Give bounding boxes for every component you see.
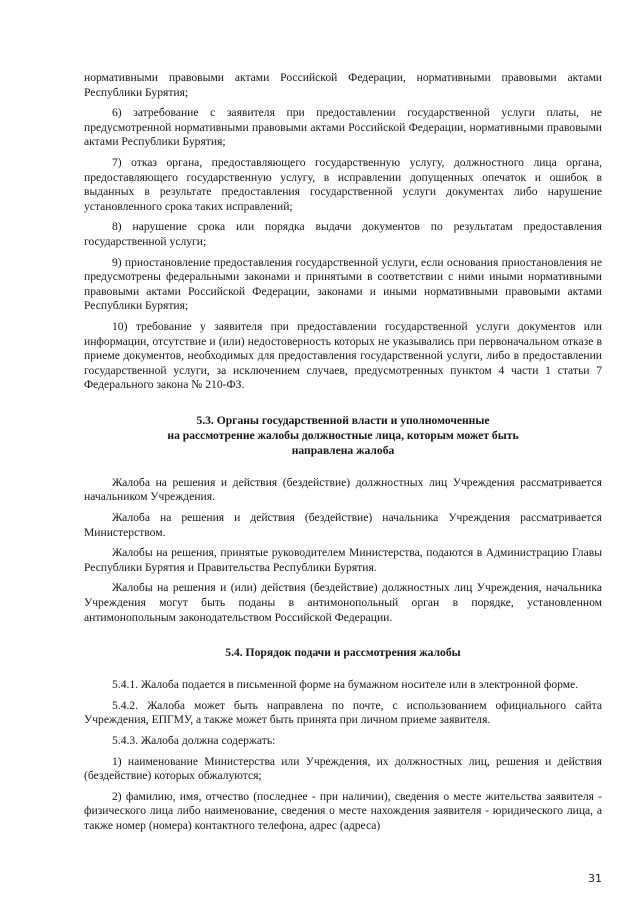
- section-heading-5-3: [84, 413, 602, 458]
- paragraph: Жалоба на решения и действия (бездействие) должностных лиц Учреждения рассматривается начальником Учреждения.: [84, 475, 602, 504]
- page-number: 31: [588, 872, 602, 885]
- paragraph: Жалобы на решения и (или) действия (бездействие) должностных лиц Учреждения, начальника Учреждения могут быть поданы в антимонопольный орган в порядке, установленном антимонопольным законодательством Российской Федерации.: [84, 581, 602, 624]
- paragraph: 5.4.2. Жалоба может быть направлена по почте, с использованием официального сайта Учреждения, ЕПГМУ, а также может быть принята при личном приеме заявителя.: [84, 698, 602, 727]
- paragraph: 7) отказ органа, предоставляющего государственную услугу, должностного лица органа, предоставляющего государственную услугу, в исправлении допущенных опечаток и ошибок в выданных в результате предоставления государственной услуги документах либо нарушение установленного срока таких исправлений;: [84, 155, 602, 213]
- paragraph: Жалоба на решения и действия (бездействие) начальника Учреждения рассматривается Министерством.: [84, 511, 602, 539]
- heading-line: направлена жалоба: [291, 443, 395, 457]
- paragraph: 2) фамилию, имя, отчество (последнее - при наличии), сведения о месте жительства заявителя - физического лица либо наименование, сведения о месте нахождения заявителя - юридического лица, а также номер (номера) контактного телефона, адрес (адреса): [84, 789, 602, 832]
- paragraph: нормативными правовыми актами Российской Федерации, нормативными правовыми актами Республики Бурятия;: [84, 71, 602, 99]
- heading-line: 5.3. Органы государственной власти и уполномоченные: [196, 413, 490, 427]
- paragraph: 5.4.1. Жалоба подается в письменной форме на бумажном носителе или в электронной форме.: [112, 678, 579, 692]
- paragraph: Жалобы на решения, принятые руководителем Министерства, подаются в Администрацию Главы Республики Бурятия и Правительства Республики Бурятия.: [84, 546, 602, 574]
- paragraph: 10) требование у заявителя при предоставлении государственной услуги документов или информации, отсутствие и (или) недостоверность которых не указывались при первоначальном отказе в приеме документов, необходимых для предоставления государственной услуги, либо в предоставлении государственной услуги, за исключением случаев, предусмотренных пунктом 4 части 1 статьи 7 Федерального закона № 210-ФЗ.: [84, 319, 602, 392]
- document-body: [84, 71, 602, 840]
- paragraph: 1) наименование Министерства или Учреждения, их должностных лиц, решения и действия (бездействие) которых обжалуются;: [84, 754, 602, 783]
- heading-line: на рассмотрение жалобы должностные лица, которым может быть: [167, 428, 519, 442]
- paragraph: 9) приостановление предоставления государственной услуги, если основания приостановления не предусмотрены федеральными законами и принятыми в соответствии с ними иными нормативными правовыми актами Российской Федерации, законами и иными нормативными правовыми актами Республики Бурятия;: [84, 255, 602, 313]
- paragraph: 5.4.3. Жалоба должна содержать:: [112, 734, 276, 747]
- paragraph: 6) затребование с заявителя при предоставлении государственной услуги платы, не предусмотренной нормативными правовыми актами Российской Федерации, нормативными правовыми актами Республики Бурятия;: [84, 106, 602, 149]
- section-heading-5-4: 5.4. Порядок подачи и рассмотрения жалобы: [225, 646, 461, 660]
- paragraph: 8) нарушение срока или порядка выдачи документов по результатам предоставления государственной услуги;: [84, 220, 602, 248]
